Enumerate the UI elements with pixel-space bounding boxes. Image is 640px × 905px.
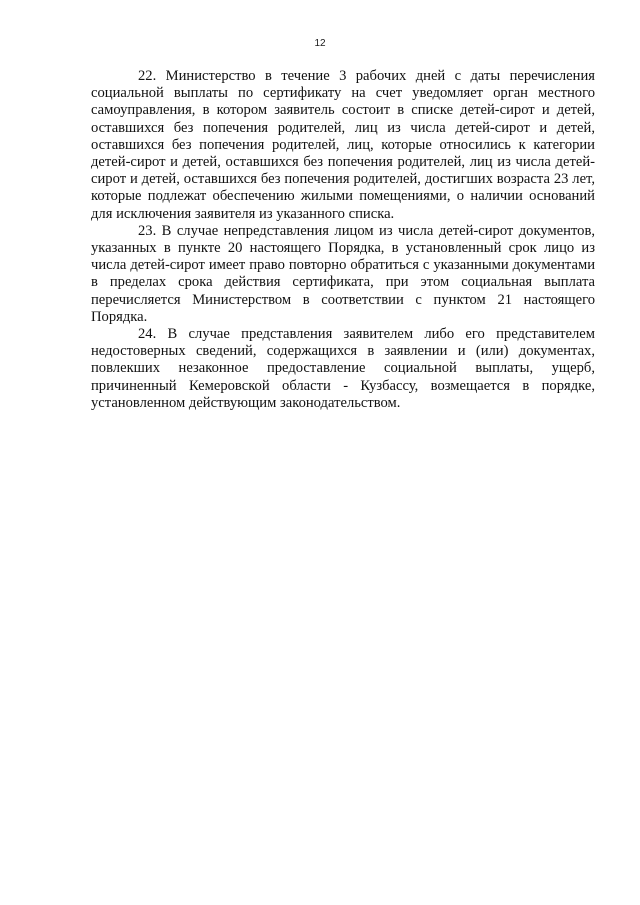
paragraph-24: 24. В случае представления заявителем либо его представителем недостоверных сведений, содержащихся в заявлении и (или) документах, повлекших незаконное предоставление социальной выплаты, ущерб, причиненный Кемеровской области - Кузбассу, возмещается в порядке, установленном действующим законодательством.	[91, 326, 595, 411]
page-number: 12	[314, 38, 326, 49]
paragraph-22: 22. Министерство в течение 3 рабочих дней с даты перечисления социальной выплаты по сертификату на счет уведомляет орган местного самоуправления, в котором заявитель состоит в списке детей-сирот и детей, оставшихся без попечения родителей, лиц из числа детей-сирот и детей, оставшихся без попечения родителей, лиц, которые относились к категории детей-сирот и детей, оставшихся без попечения родителей, лиц из числа детей-сирот и детей, оставшихся без попечения родителей, достигших возраста 23 лет, которые подлежат обеспечению жилыми помещениями, о наличии оснований для исключения заявителя из указанного списка.	[91, 68, 595, 222]
paragraph-23: 23. В случае непредставления лицом из числа детей-сирот документов, указанных в пункте 20 настоящего Порядка, в установленный срок лицо из числа детей-сирот имеет право повторно обратиться с указанными документами в пределах срока действия сертификата, при этом социальная выплата перечисляется Министерством в соответствии с пунктом 21 настоящего Порядка.	[91, 222, 595, 325]
document-body	[91, 68, 595, 412]
